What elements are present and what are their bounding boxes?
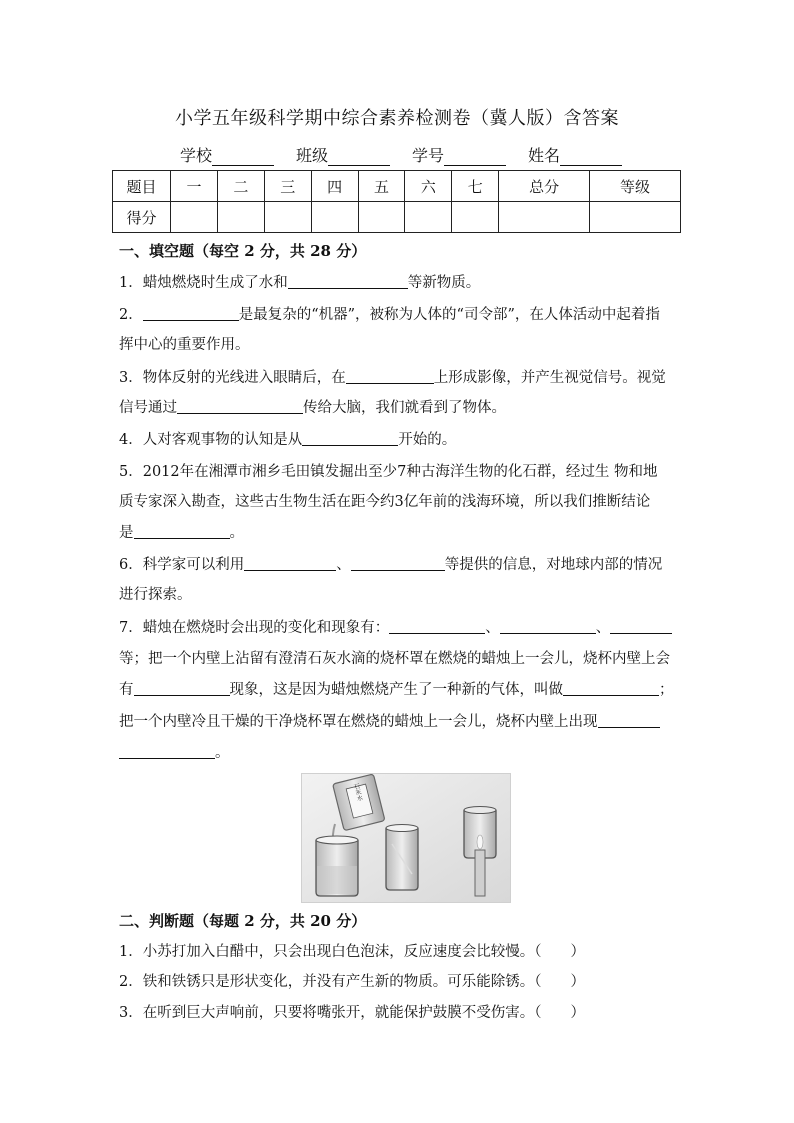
- score-cell: 七: [452, 171, 499, 202]
- answer-blank[interactable]: [134, 524, 230, 539]
- answer-blank[interactable]: [119, 744, 215, 759]
- score-row-label: 得分: [113, 202, 171, 233]
- score-cell: 五: [358, 171, 405, 202]
- left-beaker-icon: [316, 836, 358, 896]
- class-field: 班级: [296, 143, 390, 166]
- question-5-cont: 质专家深入勘查，这些古生物生活在距今约3亿年前的浅海环境，所以我们推断结论: [119, 494, 651, 510]
- answer-blank[interactable]: [598, 713, 660, 728]
- question-7-cont2: 有 现象，这是因为蜡烛燃烧产生了一种新的气体，叫做 ；: [119, 682, 674, 698]
- school-field: 学校: [180, 143, 274, 166]
- score-entry-cell[interactable]: [452, 202, 499, 233]
- true-false-item-2: 2．铁和铁锈只是形状变化，并没有产生新的物质。可乐能除锈。（ ）: [119, 974, 585, 990]
- answer-blank[interactable]: [351, 556, 445, 571]
- score-cell: 二: [217, 171, 264, 202]
- answer-blank[interactable]: [346, 369, 434, 384]
- answer-blank[interactable]: [500, 619, 596, 634]
- score-cell: 题目: [113, 171, 171, 202]
- school-blank[interactable]: [212, 149, 274, 166]
- experiment-figure: [301, 773, 511, 903]
- question-7: 7．蜡烛在燃烧时会出现的变化和现象有： 、 、: [119, 616, 672, 637]
- bottle-label: 石灰水: [351, 782, 363, 802]
- score-entry-cell[interactable]: [358, 202, 405, 233]
- student-number-field: 学号: [412, 143, 506, 166]
- class-blank[interactable]: [328, 149, 390, 166]
- question-6: 6．科学家可以利用 、 等提供的信息，对地球内部的情况: [119, 557, 663, 573]
- question-5-cont2: 是 。: [119, 525, 244, 541]
- question-3: 3．物体反射的光线进入眼睛后，在 上形成影像，并产生视觉信号。视觉: [119, 370, 666, 386]
- answer-blank[interactable]: [244, 556, 336, 571]
- page-title: 小学五年级科学期中综合素养检测卷（冀人版）含答案: [175, 108, 619, 129]
- section1-heading: 一、填空题（每空 2 分，共 28 分）: [119, 242, 367, 260]
- question-3-cont: 信号通过 传给大脑，我们就看到了物体。: [119, 400, 506, 416]
- score-cell: 六: [405, 171, 452, 202]
- score-table-score-row: [113, 202, 681, 233]
- question-5: 5．2012年在湘潭市湘乡毛田镇发掘出至少7种古海洋生物的化石群，经过生 物和地: [119, 464, 658, 480]
- score-entry-cell[interactable]: [264, 202, 311, 233]
- question-7-cont4: 。: [119, 741, 230, 762]
- answer-blank[interactable]: [610, 619, 672, 634]
- question-2-cont: 挥中心的重要作用。: [119, 337, 250, 353]
- answer-blank[interactable]: [134, 681, 230, 696]
- score-table-header-row: [113, 171, 681, 202]
- question-1: 1．蜡烛燃烧时生成了水和 等新物质。: [119, 275, 481, 291]
- score-cell: 三: [264, 171, 311, 202]
- answer-blank[interactable]: [177, 399, 303, 414]
- question-7-cont: 等；把一个内壁上沾留有澄清石灰水滴的烧杯罩在燃烧的蜡烛上一会儿，烧杯内壁上会: [119, 651, 670, 667]
- score-cell: 总分: [499, 171, 590, 202]
- score-entry-cell[interactable]: [499, 202, 590, 233]
- answer-blank[interactable]: [143, 306, 239, 321]
- score-cell: 一: [171, 171, 218, 202]
- middle-beaker-icon: [386, 825, 418, 891]
- score-entry-cell[interactable]: [311, 202, 358, 233]
- score-entry-cell[interactable]: [590, 202, 681, 233]
- score-table: [112, 170, 681, 233]
- score-entry-cell[interactable]: [171, 202, 218, 233]
- answer-blank[interactable]: [563, 681, 659, 696]
- answer-blank[interactable]: [389, 619, 485, 634]
- true-false-item-3: 3．在听到巨大声响前，只要将嘴张开，就能保护鼓膜不受伤害。（ ）: [119, 1005, 585, 1021]
- score-entry-cell[interactable]: [405, 202, 452, 233]
- question-2: 2． 是最复杂的“机器”，被称为人体的“司令部”，在人体活动中起着指: [119, 307, 660, 323]
- true-false-item-1: 1．小苏打加入白醋中，只会出现白色泡沫，反应速度会比较慢。（ ）: [119, 944, 585, 960]
- experiment-illustration: [302, 774, 510, 902]
- question-7-cont3: 把一个内壁冷且干燥的干净烧杯罩在燃烧的蜡烛上一会儿，烧杯内壁上出现: [119, 710, 660, 731]
- answer-blank[interactable]: [288, 274, 408, 289]
- student-number-blank[interactable]: [444, 149, 506, 166]
- question-6-cont: 进行探索。: [119, 587, 192, 603]
- section2-heading: 二、判断题（每题 2 分，共 20 分）: [119, 912, 367, 930]
- student-info-row: [180, 143, 622, 166]
- question-4: 4．人对客观事物的认知是从 开始的。: [119, 432, 457, 448]
- name-field: 姓名: [528, 143, 622, 166]
- name-blank[interactable]: [560, 149, 622, 166]
- answer-blank[interactable]: [302, 431, 398, 446]
- score-cell: 四: [311, 171, 358, 202]
- score-entry-cell[interactable]: [217, 202, 264, 233]
- score-cell: 等级: [590, 171, 681, 202]
